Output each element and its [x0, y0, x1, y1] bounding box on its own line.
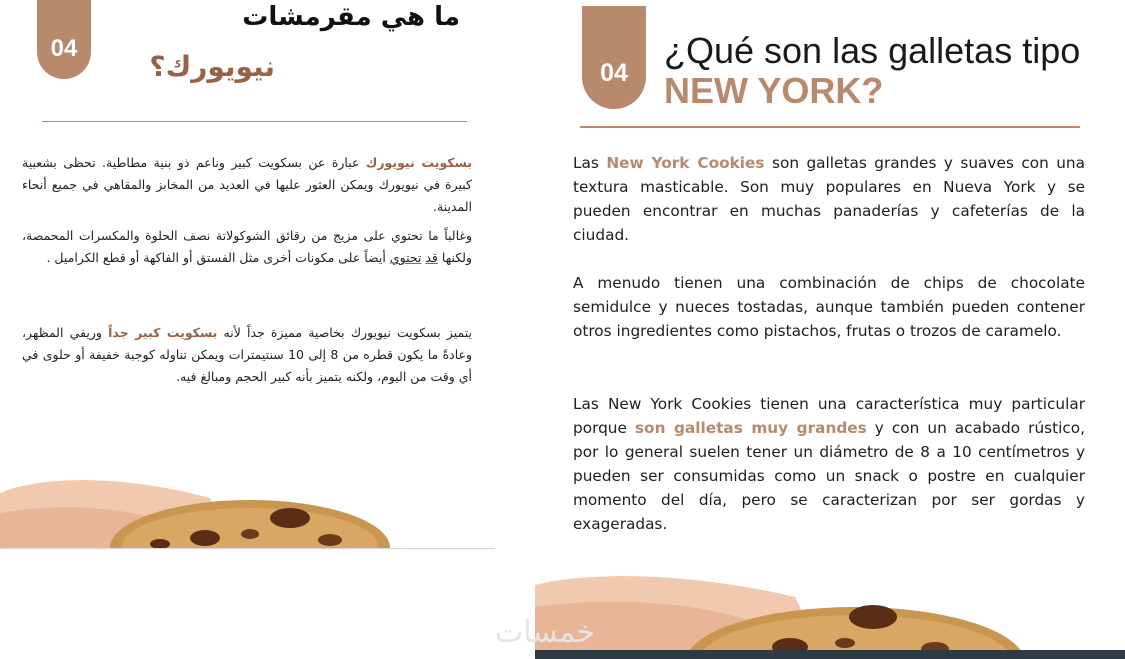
spellcheck-word: قد [425, 250, 438, 265]
spanish-paragraph-2: A menudo tienen una combinación de chips de chocolate semidulce y nueces tostadas, aunque también pueden contener otros ingredientes como pistachos, frutas o trozos de caramelo. [573, 274, 1085, 340]
arabic-highlight: بسكويت نيويورك [365, 155, 472, 170]
arabic-title-line1: ما هي مقرمشات [242, 2, 460, 32]
arabic-text: يتميز بسكويت نيويورك بخاصية مميزة جداً لأنه [217, 325, 473, 340]
divider [580, 126, 1080, 128]
arabic-highlight: بسكويت كبير جداً [108, 325, 218, 340]
arabic-paragraph-2 [22, 225, 472, 269]
spanish-paragraph-1: Las New York Cookies son galletas grandes y suaves con una textura masticable. Son muy populares en Nueva York y se pueden encontrar en muchas panaderías y cafeterías de la ciudad. [573, 154, 1086, 244]
spanish-highlight: son galletas muy grandes [634, 419, 867, 437]
arabic-paragraph-1 [22, 152, 472, 218]
spanish-highlight: New York Cookies [606, 154, 765, 172]
divider [42, 121, 467, 122]
cookie-in-hand-image [0, 468, 495, 548]
spanish-paragraph-3: Las New York Cookies tienen una característica muy particular porque son galletas muy grandes y con un acabado rústico, por lo general suelen tener un diámetro de 8 a 10 centímetros y pueden ser consumidas como un snack o postre en cualquier momento del día, pero se caracterizan por ser gordas y exageradas. [573, 395, 1085, 533]
arabic-text: وريفي المظهر، وعادةً ما يكون قطره من 8 إلى 10 سنتيمترات ويمكن تناوله كوجبة خفيفة أو حلوى في أي وقت من اليوم، ولكنه يتميز بأنه كبير الحجم ومبالغ فيه. [22, 325, 472, 384]
arabic-text: أيضاً على مكونات أخرى مثل الفستق أو الفاكهة أو قطع الكراميل . [46, 250, 390, 265]
watermark: خمسات [495, 615, 596, 650]
section-number-badge: 04 [582, 6, 646, 109]
arabic-page [0, 0, 495, 549]
cookie-in-hand-image [535, 567, 1125, 659]
arabic-text: وغالباً ما تحتوي على مزيج من رقائق الشوكولاتة نصف الحلوة والمكسرات المحمصة، ولكنها [22, 228, 472, 265]
spellcheck-word: تحتوي [389, 250, 422, 265]
arabic-text: عبارة عن بسكويت كبير وناعم ذو بنية مطاطية. تحظى بشعبية كبيرة في نيويورك ويمكن العثور عليها في العديد من المخابز والمقاهي في جميع أنحاء المدينة. [22, 155, 472, 214]
arabic-title-line2: نيويورك؟ [149, 50, 275, 83]
spanish-title-line2: NEW YORK? [664, 70, 884, 111]
spanish-title-line1: ¿Qué son las galletas tipo [664, 30, 1081, 71]
arabic-paragraph-3 [22, 322, 472, 388]
page-gap [495, 0, 535, 659]
spanish-page [535, 0, 1125, 659]
bottom-bar [535, 650, 1125, 659]
section-number-badge: 04 [37, 0, 91, 79]
